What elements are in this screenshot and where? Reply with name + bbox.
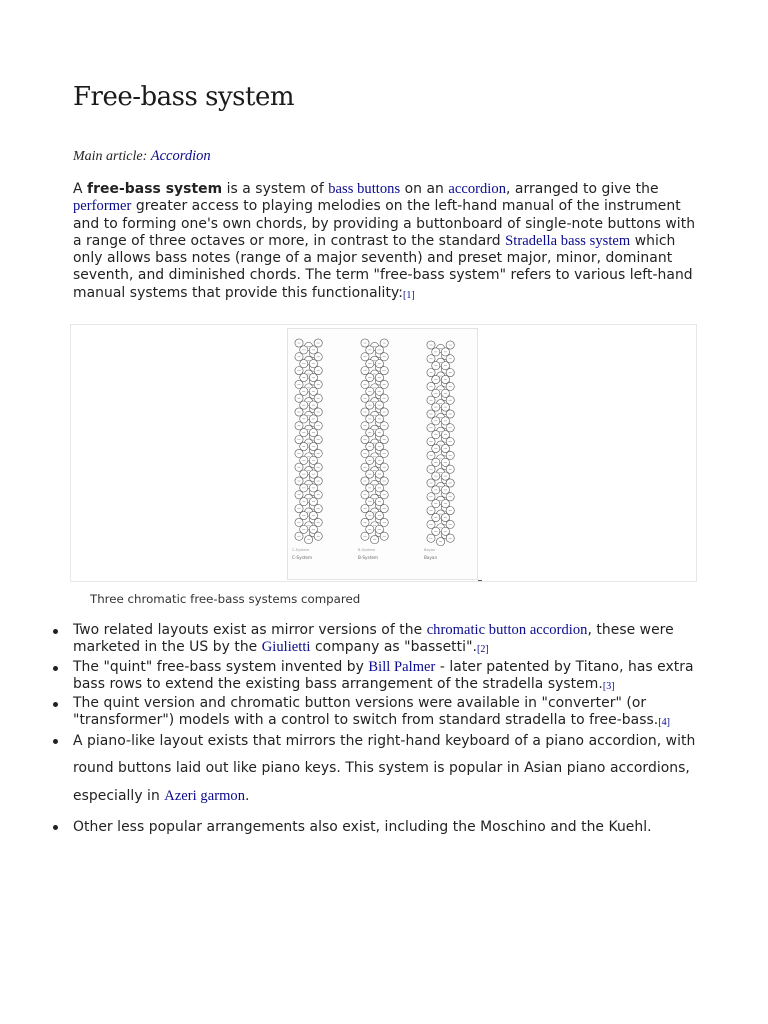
reference-3-link[interactable]: [3]: [602, 680, 615, 692]
list-item: [73, 695, 713, 732]
hatnote-prefix: Main article:: [73, 149, 151, 164]
figure-link-marker: [478, 580, 482, 581]
board-label: C-System: [292, 548, 310, 552]
list-item: [73, 622, 713, 659]
board-label: Bayan: [424, 548, 436, 552]
list-text: company as "bassetti".: [310, 639, 477, 656]
list-text: .: [245, 787, 250, 804]
bass-buttons-link[interactable]: bass buttons: [328, 181, 401, 197]
list-text: , these were marketed in the US by the: [73, 622, 674, 656]
lead-text: , arranged to give the: [506, 181, 659, 197]
hatnote: [73, 148, 211, 165]
list-text: Other less popular arrangements also exist, including the Moschino and the Kuehl.: [73, 819, 652, 836]
lead-text: greater access to playing melodies on the left-hand manual of the instrument and to forming one's own chords, by providing a buttonboard of single-note buttons with a range of three octaves or more, in contrast to the standard: [73, 198, 696, 249]
list-text: - later patented by Titano, has extra bass rows to extend the existing bass arrangement of the stradella system.: [73, 658, 694, 692]
bill-palmer-link[interactable]: Bill Palmer: [368, 658, 436, 675]
chromatic-button-accordion-link[interactable]: chromatic button accordion: [426, 622, 588, 638]
azeri-garmon-link[interactable]: Azeri garmon: [164, 787, 246, 804]
accordion-link[interactable]: accordion: [448, 181, 506, 197]
board-label: C-System: [292, 555, 313, 560]
lead-text: A: [73, 181, 88, 197]
list-item: [73, 659, 713, 696]
list-text: A piano-like layout exists that mirrors the right-hand keyboard of a piano accordion, with round buttons laid out like piano keys. This system is popular in Asian piano accordions, especially in: [73, 732, 696, 804]
bullet-list: [73, 622, 713, 842]
board-label: B-System: [358, 548, 376, 552]
button-board-1: [295, 339, 322, 544]
accordion-main-article-link[interactable]: Accordion: [150, 148, 211, 164]
list-item: [73, 728, 713, 811]
lead-text: which only allows bass notes (range of a major seventh) and preset major, minor, dominant seventh, and diminished chords. The term "free-bass system" refers to various left-hand manual systems that provide this functionality:: [73, 232, 693, 301]
lead-term: free-bass system: [87, 181, 223, 197]
board-label: B-System: [358, 555, 378, 560]
list-text: The "quint" free-bass system invented by: [73, 658, 369, 675]
button-diagram: [288, 329, 477, 579]
reference-4-link[interactable]: [4]: [658, 717, 671, 729]
button-board-3: [427, 341, 454, 546]
list-item: [73, 814, 713, 842]
button-board-2: [361, 339, 388, 544]
performer-link[interactable]: performer: [73, 198, 132, 215]
reference-1-link[interactable]: [1]: [402, 289, 415, 301]
lead-text: on an: [400, 181, 449, 197]
list-text: Two related layouts exist as mirror versions of the: [73, 622, 427, 638]
stradella-bass-system-link[interactable]: Stradella bass system: [505, 232, 631, 249]
board-label: Bayan: [424, 555, 438, 560]
lead-paragraph: [73, 181, 703, 304]
figure-caption: Three chromatic free-bass systems compared: [90, 592, 361, 606]
reference-2-link[interactable]: [2]: [476, 644, 489, 656]
giulietti-link[interactable]: Giulietti: [261, 639, 311, 656]
free-bass-layouts-image[interactable]: [287, 328, 478, 580]
lead-text: is a system of: [222, 181, 329, 197]
page-title: Free-bass system: [73, 82, 294, 112]
list-text: The quint version and chromatic button versions were available in "converter" (or "transformer") models with a control to switch from standard stradella to free-bass.: [73, 695, 659, 729]
